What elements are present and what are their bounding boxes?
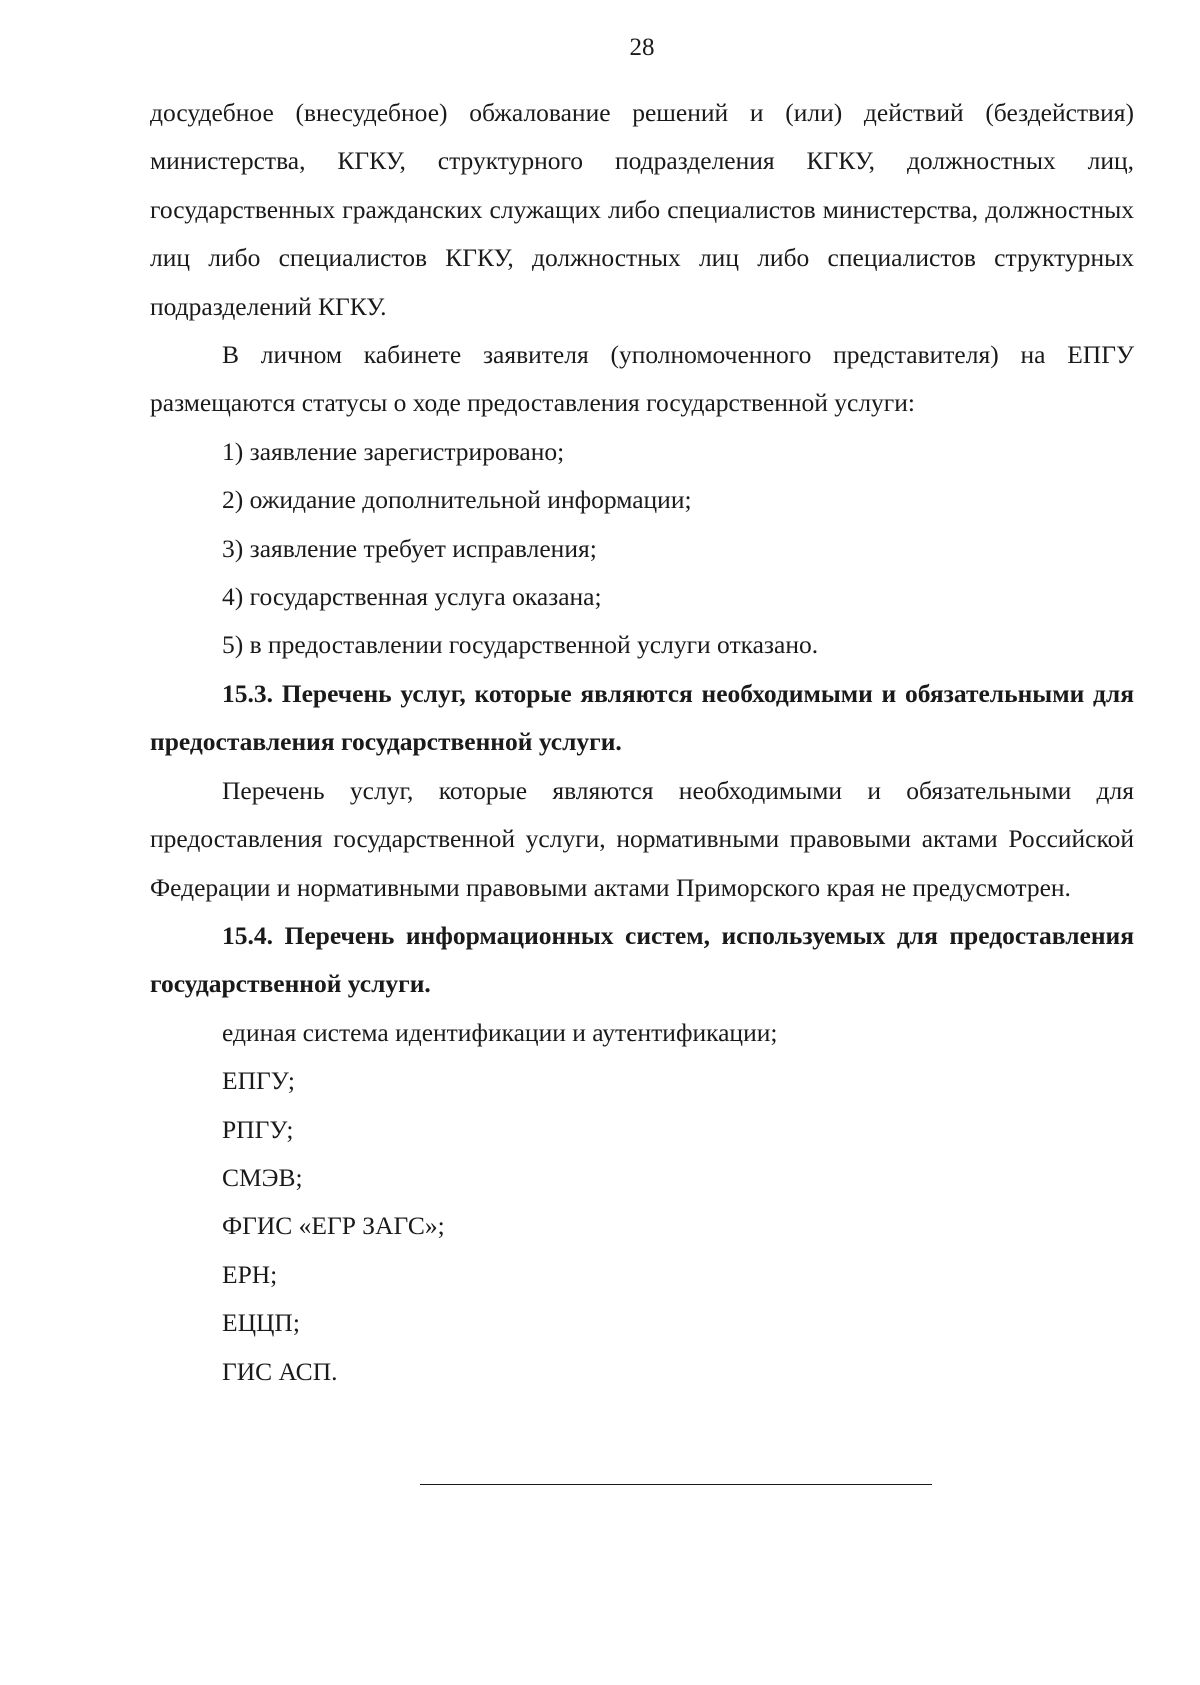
statuses-intro-paragraph: В личном кабинете заявителя (уполномоченного представителя) на ЕПГУ размещаются статусы о ходе предоставления государственной услуги: (150, 340, 1134, 418)
system-item: ЕРН; (222, 1259, 278, 1289)
system-item: СМЭВ; (222, 1162, 303, 1192)
end-separator-line (420, 1484, 932, 1485)
system-item: единая система идентификации и аутентификации; (222, 1017, 778, 1047)
system-item: ФГИС «ЕГР ЗАГС»; (222, 1211, 445, 1241)
system-item: РПГУ; (222, 1114, 294, 1144)
system-item: ЕПГУ; (222, 1066, 295, 1096)
section-15-3-paragraph: Перечень услуг, которые являются необходимыми и обязательными для предоставления государственной услуги, нормативными правовыми актами Российской Федерации и нормативными правовыми актами Приморского края не предусмотрен. (150, 775, 1134, 902)
page-body (150, 89, 1134, 1396)
page-number: 28 (629, 34, 655, 61)
system-item: ГИС АСП. (222, 1356, 338, 1386)
status-item: 4) государственная услуга оказана; (222, 582, 602, 612)
status-item: 2) ожидание дополнительной информации; (222, 485, 692, 515)
section-15-4-heading: 15.4. Перечень информационных систем, используемых для предоставления государственной услуги. (150, 920, 1134, 999)
appeal-paragraph: досудебное (внесудебное) обжалование решений и (или) действий (бездействия) министерства, КГКУ, структурного подразделения КГКУ, должностных лиц, государственных гражданских служащих либо специалистов министерства, должностных лиц либо специалистов КГКУ, должностных лиц либо специалистов структурных подразделений КГКУ. (150, 98, 1134, 321)
system-item: ЕЦЦП; (222, 1308, 300, 1338)
status-item: 3) заявление требует исправления; (222, 533, 597, 563)
status-item: 5) в предоставлении государственной услуги отказано. (222, 630, 819, 660)
status-item: 1) заявление зарегистрировано; (222, 436, 565, 466)
section-15-3-heading: 15.3. Перечень услуг, которые являются необходимыми и обязательными для предоставления государственной услуги. (150, 678, 1134, 757)
